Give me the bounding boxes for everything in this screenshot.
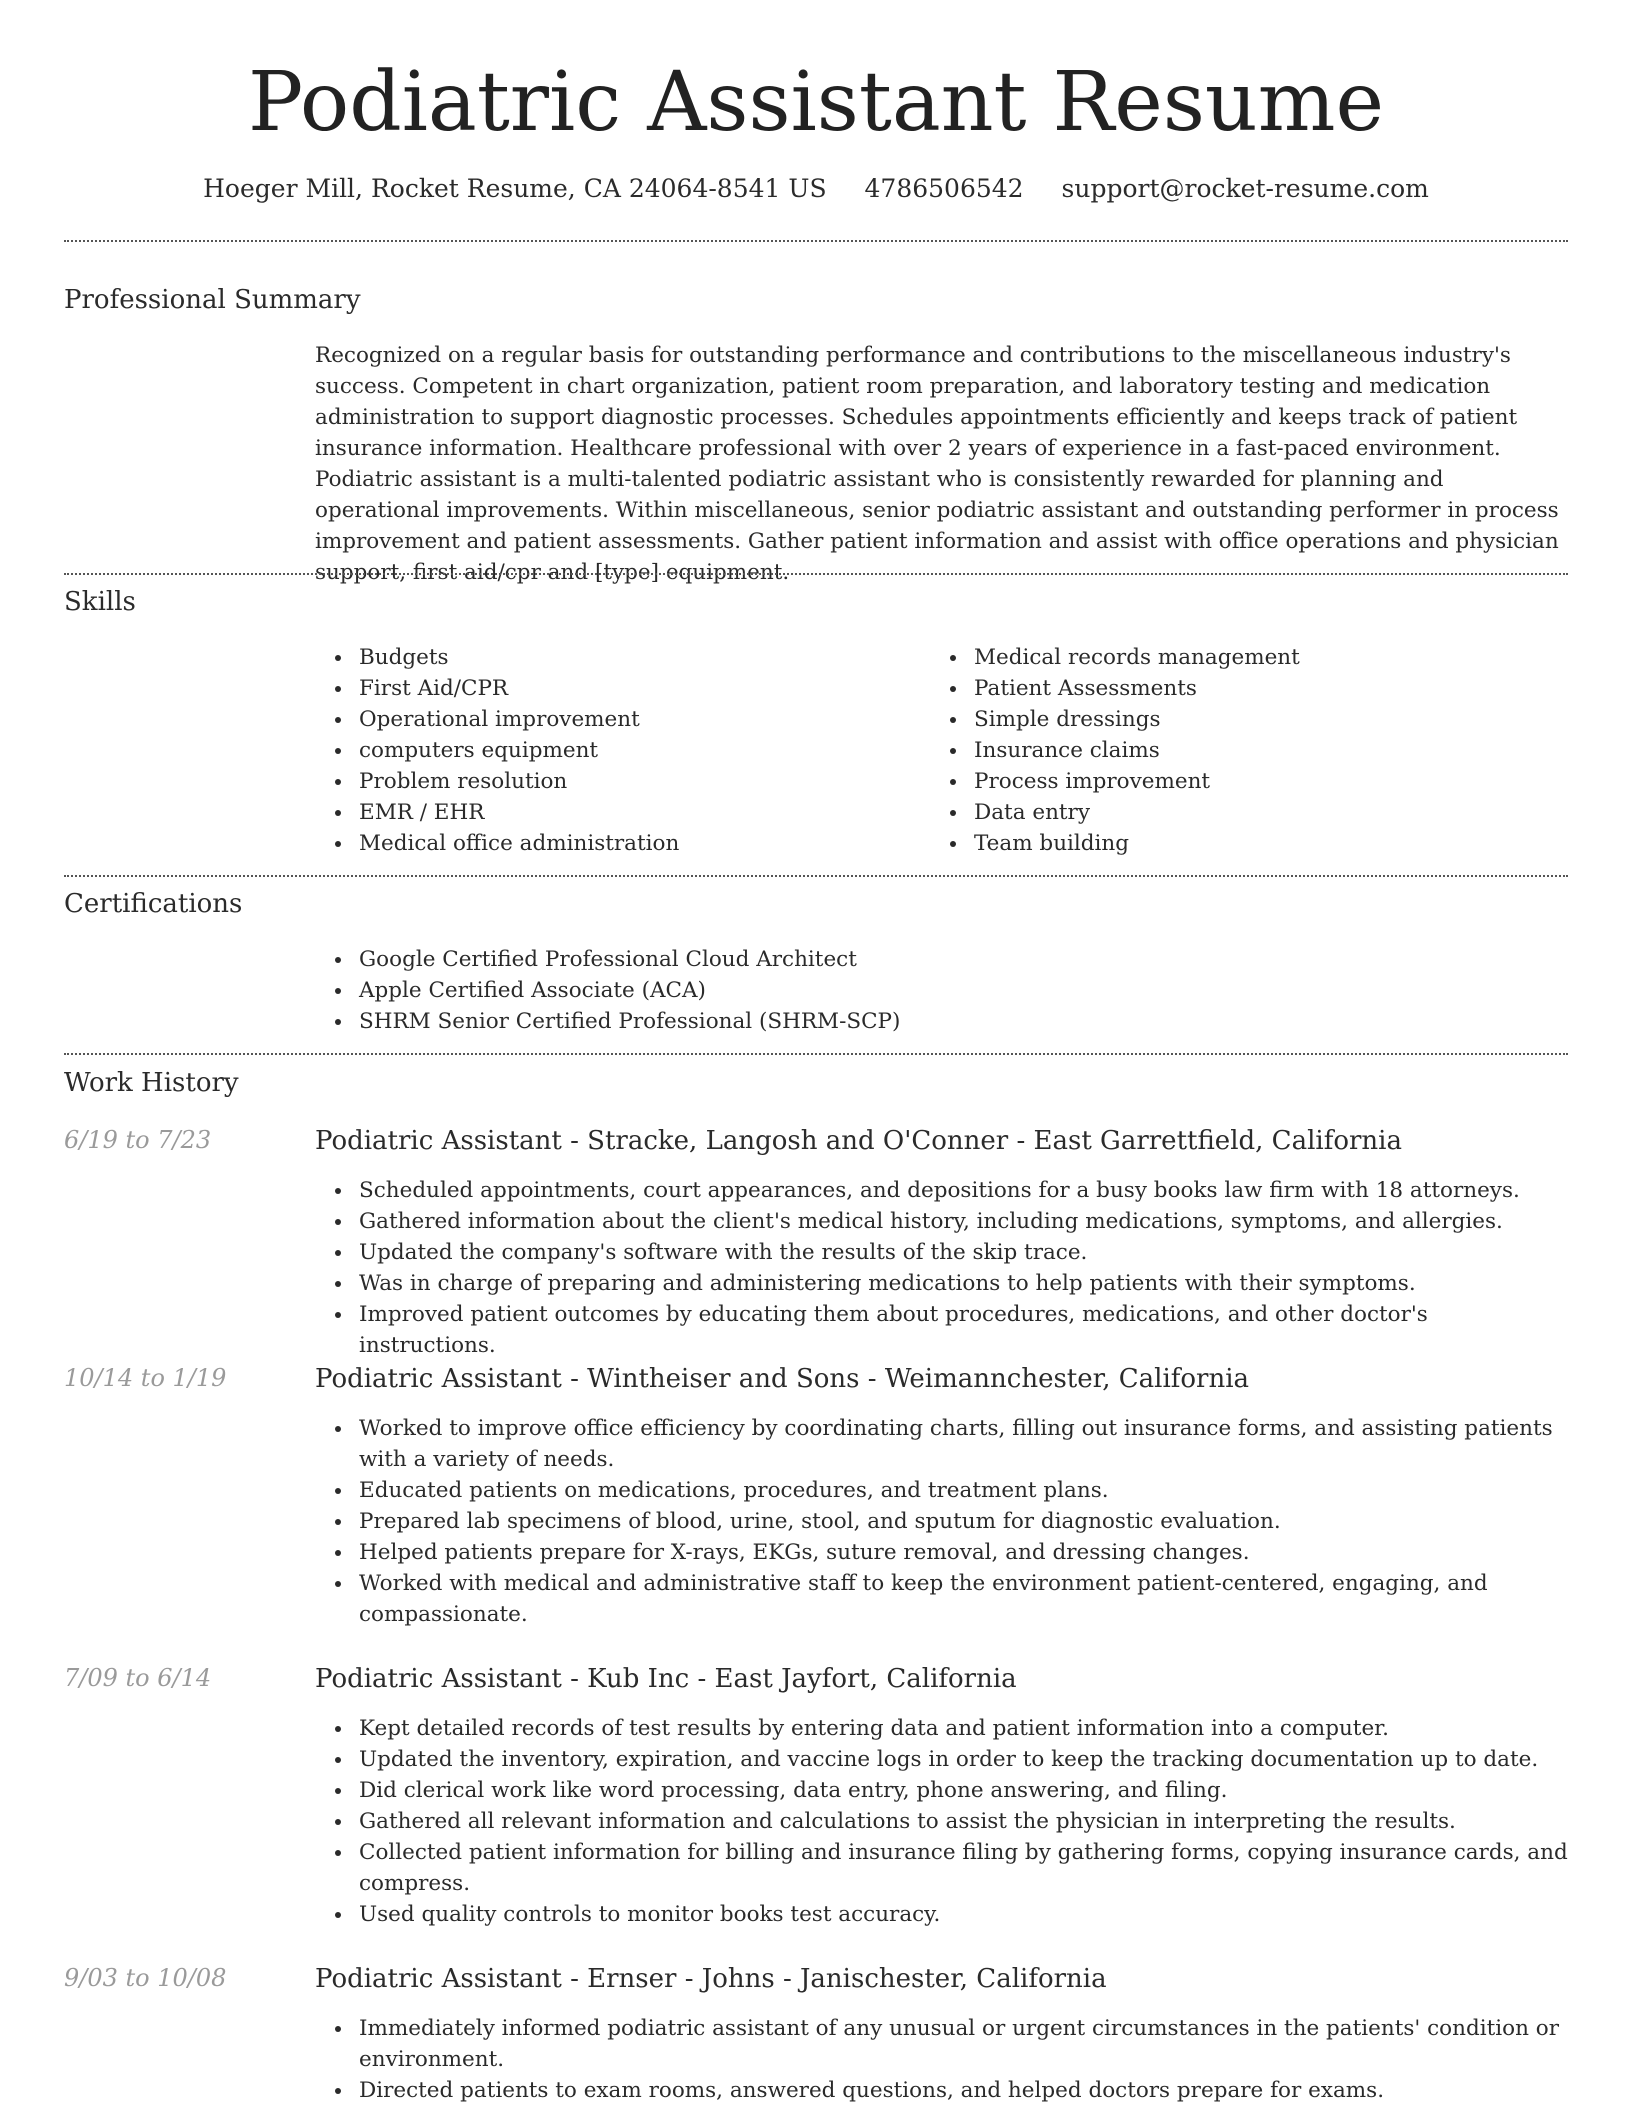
job-duty: Worked to improve office efficiency by coordinating charts, filling out insurance forms, and assisting patients with a variety of needs. xyxy=(359,1413,1568,1475)
job-duty: Did clerical work like word processing, data entry, phone answering, and filing. xyxy=(359,1775,1568,1806)
job-duty: Updated the inventory, expiration, and vaccine logs in order to keep the tracking documentation up to date. xyxy=(359,1744,1568,1775)
skill-item: computers equipment xyxy=(359,735,915,766)
skill-item: Patient Assessments xyxy=(974,673,1530,704)
job-duty: Improved patient outcomes by educating them about procedures, medications, and other doctor's instructions. xyxy=(359,1299,1568,1361)
skills-section xyxy=(315,642,1568,862)
skills-column-left xyxy=(315,642,915,859)
job-duty: Gathered information about the client's medical history, including medications, symptoms, and allergies. xyxy=(359,1206,1568,1237)
skill-item: EMR / EHR xyxy=(359,797,915,828)
skill-item: Insurance claims xyxy=(974,735,1530,766)
job-duty: Gathered all relevant information and calculations to assist the physician in interpreting the results. xyxy=(359,1806,1568,1837)
resume-title: Podiatric Assistant Resume xyxy=(248,55,1384,150)
job-duties xyxy=(315,2013,1568,2106)
skill-item: Team building xyxy=(974,828,1530,859)
job-duty: Worked with medical and administrative staff to keep the environment patient-centered, engaging, and compassionate. xyxy=(359,1568,1568,1630)
skill-item: Operational improvement xyxy=(359,704,915,735)
job-duties xyxy=(315,1713,1568,1930)
job-dates: 9/03 to 10/08 xyxy=(64,1964,227,1992)
skill-item: Simple dressings xyxy=(974,704,1530,735)
job-title: Podiatric Assistant - Wintheiser and Sons - Weimannchester, California xyxy=(315,1364,1250,1394)
divider xyxy=(64,240,1568,242)
job-title: Podiatric Assistant - Stracke, Langosh and O'Conner - East Garrettfield, California xyxy=(315,1126,1402,1156)
job-duty: Used quality controls to monitor books test accuracy. xyxy=(359,1899,1568,1930)
job-duties xyxy=(315,1175,1568,1361)
job-dates: 10/14 to 1/19 xyxy=(64,1364,227,1392)
job-title: Podiatric Assistant - Ernser - Johns - Janischester, California xyxy=(315,1964,1107,1994)
job-duty: Kept detailed records of test results by entering data and patient information into a computer. xyxy=(359,1713,1568,1744)
skill-item: Problem resolution xyxy=(359,766,915,797)
summary-section xyxy=(315,340,1568,588)
job-dates: 7/09 to 6/14 xyxy=(64,1664,212,1692)
skills-column-right xyxy=(930,642,1530,859)
job-duty: Collected patient information for billing and insurance filing by gathering forms, copying insurance cards, and compress. xyxy=(359,1837,1568,1899)
skill-item: Medical records management xyxy=(974,642,1530,673)
certifications-heading: Certifications xyxy=(64,889,243,919)
job-duty: Helped patients prepare for X-rays, EKGs, suture removal, and dressing changes. xyxy=(359,1537,1568,1568)
skill-item: Data entry xyxy=(974,797,1530,828)
skill-item: First Aid/CPR xyxy=(359,673,915,704)
job-duty: Was in charge of preparing and administering medications to help patients with their symptoms. xyxy=(359,1268,1568,1299)
contact-phone: 4786506542 xyxy=(864,174,1024,203)
summary-text: Recognized on a regular basis for outstanding performance and contributions to the miscellaneous industry's success. Competent in chart organization, patient room preparation, and laboratory testing and medication administration to support diagnostic processes. Schedules appointments efficiently and keeps track of patient insurance information. Healthcare professional with over 2 years of experience in a fast-paced environment. Podiatric assistant is a multi-talented podiatric assistant who is consistently rewarded for planning and operational improvements. Within miscellaneous, senior podiatric assistant and outstanding performer in process improvement and patient assessments. Gather patient information and assist with office operations and physician support, first aid/cpr and [type] equipment. xyxy=(315,343,1559,585)
divider xyxy=(64,573,1568,575)
summary-heading: Professional Summary xyxy=(64,285,361,315)
job-title: Podiatric Assistant - Kub Inc - East Jayfort, California xyxy=(315,1664,1017,1694)
skill-item: Budgets xyxy=(359,642,915,673)
certifications-section xyxy=(315,944,1568,1037)
certification-item: Apple Certified Associate (ACA) xyxy=(359,975,1568,1006)
job-dates: 6/19 to 7/23 xyxy=(64,1126,212,1154)
job-duty: Directed patients to exam rooms, answered questions, and helped doctors prepare for exams. xyxy=(359,2075,1568,2106)
divider xyxy=(64,1053,1568,1055)
certification-item: Google Certified Professional Cloud Architect xyxy=(359,944,1568,975)
job-duties xyxy=(315,1413,1568,1630)
divider xyxy=(64,875,1568,877)
contact-address: Hoeger Mill, Rocket Resume, CA 24064-8541 US xyxy=(203,174,827,203)
job-duty: Scheduled appointments, court appearances, and depositions for a busy books law firm with 18 attorneys. xyxy=(359,1175,1568,1206)
contact-email: support@rocket-resume.com xyxy=(1061,174,1429,203)
job-duty: Prepared lab specimens of blood, urine, stool, and sputum for diagnostic evaluation. xyxy=(359,1506,1568,1537)
skill-item: Process improvement xyxy=(974,766,1530,797)
contact-line xyxy=(0,172,1632,206)
certification-item: SHRM Senior Certified Professional (SHRM-SCP) xyxy=(359,1006,1568,1037)
skill-item: Medical office administration xyxy=(359,828,915,859)
skills-heading: Skills xyxy=(64,587,136,617)
job-duty: Updated the company's software with the results of the skip trace. xyxy=(359,1237,1568,1268)
job-duty: Educated patients on medications, procedures, and treatment plans. xyxy=(359,1475,1568,1506)
work-history-heading: Work History xyxy=(64,1068,239,1098)
job-duty: Immediately informed podiatric assistant of any unusual or urgent circumstances in the patients' condition or environment. xyxy=(359,2013,1568,2075)
